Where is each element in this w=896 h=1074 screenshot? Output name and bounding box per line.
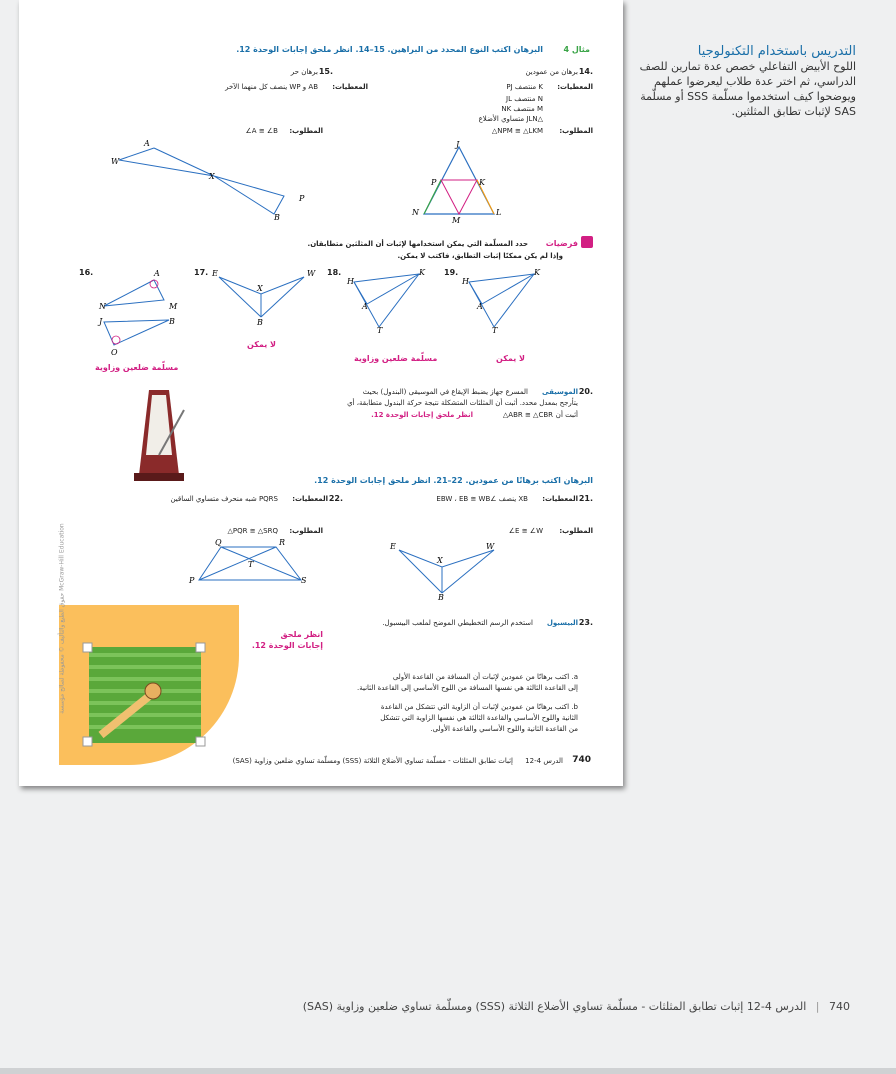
page-number: 740 — [572, 755, 591, 765]
baseball-field — [81, 625, 211, 750]
fig14-label-P: P — [431, 178, 437, 187]
fig18-label-T: T — [377, 326, 383, 335]
fig17-label-X: X — [257, 284, 263, 293]
p15-prove: ∠A ≅ ∠B — [245, 127, 278, 135]
figure-19 — [464, 272, 544, 332]
p14-given1: K منتصف PJ — [506, 83, 543, 91]
viewer-footer — [0, 1000, 850, 1013]
p19-answer: لا يمكن — [496, 354, 525, 363]
figure-18 — [349, 272, 429, 332]
fig14-label-K: K — [479, 178, 485, 187]
p20-tag: الموسيقى — [542, 388, 578, 396]
fig15-label-P: P — [299, 194, 305, 203]
bottom-scrollbar[interactable] — [0, 1068, 896, 1074]
p22-givens-label: المعطيات: — [292, 495, 328, 503]
p14-number: 14. — [578, 67, 593, 76]
fig18-label-K: K — [419, 268, 425, 277]
fig17-label-B: B — [257, 318, 263, 327]
section2-marker — [581, 236, 593, 248]
footer-lesson: الدرس 4-12 — [746, 1000, 807, 1013]
p15-givens-label: المعطيات: — [332, 83, 368, 91]
p15-intro: برهان حر — [290, 68, 318, 76]
p21-given: XB ينصف ∠EBW ، EB ≅ WB — [436, 495, 528, 503]
fig21-label-X: X — [437, 556, 443, 565]
p20-line1: المسرع جهاز يضبط الإيقاع في الموسيقى (البندول) بحيث — [362, 388, 528, 396]
p22-number: 22. — [328, 494, 343, 503]
fig21-label-W: W — [486, 542, 495, 551]
p14-prove-label: المطلوب: — [559, 127, 593, 135]
p18-number: 18. — [327, 268, 342, 277]
fig22-label-S: S — [301, 576, 307, 585]
section1-heading: البرهان اكتب النوع المحدد من البراهين. 15–14. انظر ملحق إجابات الوحدة 12. — [236, 45, 543, 54]
teaching-tip — [616, 44, 856, 119]
p20-line3-ref: انظر ملحق إجابات الوحدة 12. — [371, 411, 473, 419]
p23-b-line1: b. اكتب برهانًا من عمودين لإثبات أن الزاوية التي تتشكل من القاعدة — [380, 703, 578, 711]
p23-a-line1: a. اكتب برهانًا من عمودين لإثبات أن المسافة من القاعدة الأولى — [392, 673, 578, 681]
figure-15 — [114, 138, 324, 228]
fig15-label-B: B — [274, 213, 280, 222]
p14-prove: △NPM ≅ △LKM — [491, 127, 543, 135]
figure-21 — [394, 545, 504, 600]
p14-givens-label: المعطيات: — [557, 83, 593, 91]
p22-prove: △PQR ≅ △SRQ — [227, 527, 278, 535]
example-tag: مثال 4 — [563, 45, 590, 54]
p19-number: 19. — [444, 268, 459, 277]
p22-prove-label: المطلوب: — [289, 527, 323, 535]
p23-a-line2: إلى القاعدة الثالثة هي نفسها المسافة من اللوح الأساسي إلى القاعدة الثانية. — [357, 684, 578, 692]
p21-givens-label: المعطيات: — [542, 495, 578, 503]
p20-line3-math: △ABR ≅ △CBR — [502, 411, 553, 419]
p23-intro: استخدم الرسم التخطيطي الموضح لملعب البيسبول. — [382, 619, 533, 627]
section2-line1: حدد المسلّمة التي يمكن استخدامها لإثبات أن المثلثين متطابقان. — [307, 240, 528, 248]
p18-answer: مسلّمة ضلعين وزاوية — [354, 354, 438, 363]
fig19-label-K: K — [534, 268, 540, 277]
p20-line3-prefix: أثبت أن — [555, 411, 578, 419]
fig22-label-R: R — [279, 538, 286, 547]
fig21-label-E: E — [390, 542, 396, 551]
fig19-label-A: A — [477, 302, 483, 311]
p14-intro: برهان من عمودين — [525, 68, 578, 76]
p23-b-line3: من القاعدة الثانية واللوح الأساسي والقاعدة الأولى. — [430, 725, 578, 733]
metronome-image — [124, 385, 199, 485]
p23-b-line2: الثانية واللوح الأساسي والقاعدة الثالثة هي نفسها الزاوية التي تتشكل — [380, 714, 578, 722]
p20-line2: يتأرجح بمعدل محدد. أثبت أن المثلثات المتشكلة نتيجة حركة البندول متطابقة، أي — [347, 399, 578, 407]
fig16-label-O: O — [111, 348, 118, 357]
fig22-label-Q: Q — [215, 538, 222, 547]
p15-number: 15. — [318, 67, 333, 76]
fig14-label-N: N — [412, 208, 419, 217]
textbook-page — [19, 0, 623, 786]
figure-14 — [414, 142, 504, 222]
p14-given2: N منتصف JL — [506, 95, 543, 103]
fig16-label-M: M — [169, 302, 178, 311]
fig16-label-J: J — [99, 317, 103, 326]
p23-tag: البيسبول — [546, 619, 578, 627]
figure-16 — [94, 270, 184, 355]
fig17-label-W: W — [307, 269, 316, 278]
page-lesson: الدرس 4-12 — [525, 757, 563, 765]
fig18-label-H: H — [347, 277, 354, 286]
fig16-label-A: A — [154, 269, 160, 278]
fig16-label-N: N — [99, 302, 106, 311]
fig15-label-X: X — [209, 172, 215, 181]
p16-number: 16. — [79, 268, 94, 277]
p14-given3: M منتصف NK — [501, 105, 543, 113]
p22-given: PQRS شبه منحرف متساوي الساقين — [170, 495, 278, 503]
p21-prove-label: المطلوب: — [559, 527, 593, 535]
fig14-label-J: J — [456, 140, 460, 149]
footer-separator: | — [815, 1000, 820, 1013]
p15-prove-label: المطلوب: — [289, 127, 323, 135]
p15-given: AB و WP ينصف كل منهما الآخر — [225, 83, 318, 91]
p23-ref1: انظر ملحق — [280, 630, 323, 639]
section2-tag: فرضيات — [545, 239, 578, 248]
teaching-tip-body: اللوح الأبيض التفاعلي خصص عدة تمارين للصف الدراسي، ثم اختر عدة طلاب ليعرضوا عملهم ويوضحوا كيف استخدموا مسلّمة SSS أو مسلّمة SAS لإثبات تطابق المثلثين. — [639, 60, 856, 118]
fig19-label-H: H — [462, 277, 469, 286]
fig14-label-L: L — [496, 208, 502, 217]
p17-answer: لا يمكن — [247, 340, 276, 349]
fig22-label-T: T — [248, 560, 254, 569]
section3-heading: البرهان اكتب برهانًا من عمودين. 22–21. انظر ملحق إجابات الوحدة 12. — [314, 476, 593, 485]
fig14-label-M: M — [452, 216, 461, 225]
fig18-label-A: A — [362, 302, 368, 311]
fig15-label-A: A — [144, 139, 150, 148]
p23-ref2: إجابات الوحدة 12. — [251, 641, 323, 650]
p20-number: 20. — [578, 387, 593, 396]
section2-line2: وإذا لم يكن ممكنًا إثبات التطابق، فاكتب لا يمكن. — [397, 252, 563, 260]
footer-title: إثبات تطابق المثلثات - مسلّمة تساوي الأضلاع الثلاثة (SSS) ومسلّمة تساوي ضلعين وزاوية (SAS) — [302, 1000, 744, 1013]
fig22-label-P: P — [189, 576, 195, 585]
p23-number: 23. — [578, 618, 593, 627]
p14-given4: △JLN متساوي الأضلاع — [478, 115, 543, 123]
figure-17 — [214, 272, 314, 322]
p17-number: 17. — [194, 268, 209, 277]
fig19-label-T: T — [492, 326, 498, 335]
fig16-label-B: B — [169, 317, 175, 326]
fig17-label-E: E — [212, 269, 218, 278]
footer-page-number: 740 — [829, 1000, 850, 1013]
p21-prove: ∠E ≅ ∠W — [508, 527, 543, 535]
teaching-tip-heading: التدريس باستخدام التكنولوجيا — [697, 44, 856, 59]
p16-answer: مسلّمة ضلعين وزاوية — [95, 363, 179, 372]
fig21-label-B: B — [438, 593, 444, 602]
p21-number: 21. — [578, 494, 593, 503]
fig15-label-W: W — [111, 157, 120, 166]
copyright-notice: حقوق الطبع والتأليف © محفوظة لصالح مؤسسة McGraw-Hill Education — [58, 523, 66, 714]
page-lesson-title: إثبات تطابق المثلثات - مسلّمة تساوي الأضلاع الثلاثة (SSS) ومسلّمة تساوي ضلعين وزاوية (SAS) — [232, 757, 513, 765]
